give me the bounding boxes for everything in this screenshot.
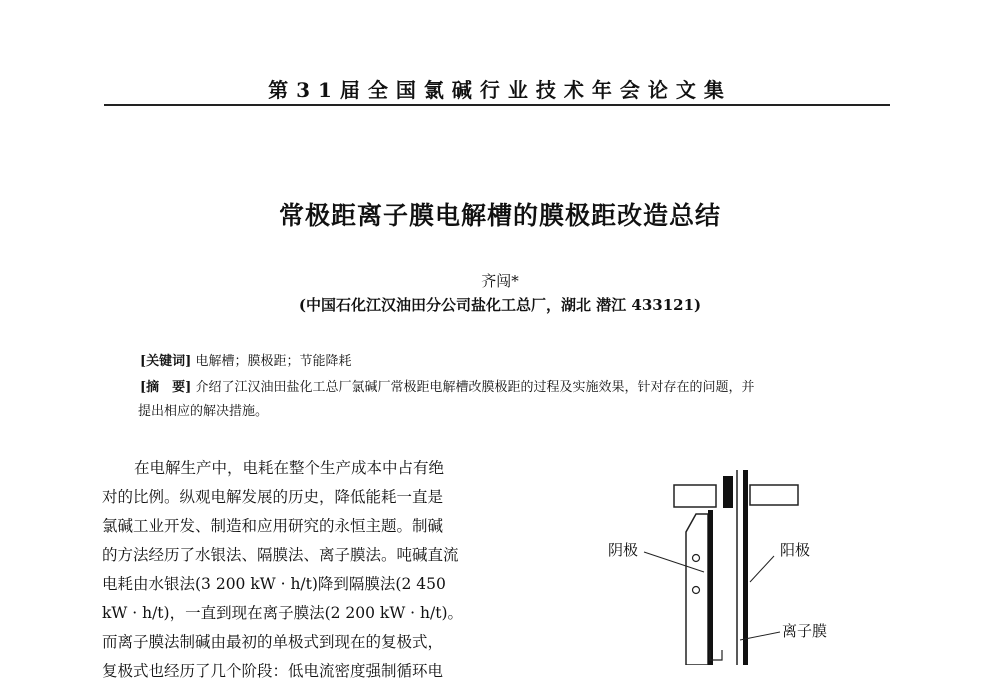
body-text — [102, 454, 494, 686]
hole-icon — [693, 555, 700, 562]
affiliation: (中国石化江汉油田分公司盐化工总厂，湖北 潜江 433121) — [298, 296, 702, 314]
abstract-line-2: 提出相应的解决措施。 — [138, 404, 269, 419]
abstract — [140, 376, 890, 424]
cathode-holder — [686, 514, 708, 665]
label-membrane: 离子膜 — [782, 622, 828, 640]
body-line: 在电解生产中，电耗在整个生产成本中占有绝 — [134, 459, 445, 477]
body-line: 对的比例。纵观电解发展的历史，降低能耗一直是 — [102, 488, 444, 506]
abstract-line-1: 介绍了江汉油田盐化工总厂氯碱厂常极距电解槽改膜极距的过程及实施效果，针对存在的问题，并 — [195, 380, 755, 395]
body-line: kW · h/t)，一直到现在离子膜法(2 200 kW · h/t)。 — [102, 604, 464, 622]
hole-icon — [693, 587, 700, 594]
body-line: 电耗由水银法(3 200 kW · h/t)降到隔膜法(2 450 — [102, 575, 446, 593]
body-line: 而离子膜法制碱由最初的单极式到现在的复极式， — [102, 633, 444, 651]
cathode-plate — [708, 510, 713, 665]
header-rule — [104, 104, 890, 106]
body-line: 复极式也经历了几个阶段：低电流密度强制循环电 — [102, 662, 444, 680]
label-cathode: 阴极 — [608, 541, 639, 559]
keywords-text: 电解槽；膜极距；节能降耗 — [195, 354, 352, 369]
body-line: 氯碱工业开发、制造和应用研究的永恒主题。制碱 — [102, 517, 444, 535]
black-block — [723, 476, 733, 508]
anode-leader — [750, 556, 774, 582]
article-title: 常极距离子膜电解槽的膜极距改造总结 — [278, 201, 721, 230]
label-anode: 阳极 — [780, 541, 811, 559]
left-top-block — [674, 485, 716, 507]
keywords — [140, 350, 900, 369]
anode-plate — [743, 470, 748, 665]
keywords-label: [关键词] — [140, 354, 192, 369]
right-top-block — [750, 485, 798, 505]
abstract-label: [摘 要] — [140, 380, 192, 395]
electrode-diagram — [590, 460, 890, 665]
body-line: 的方法经历了水银法、隔膜法、离子膜法。吨碱直流 — [102, 546, 459, 564]
author: 齐闯* — [481, 272, 519, 290]
running-header: 第31届全国氯碱行业技术年会论文集 — [268, 78, 732, 102]
